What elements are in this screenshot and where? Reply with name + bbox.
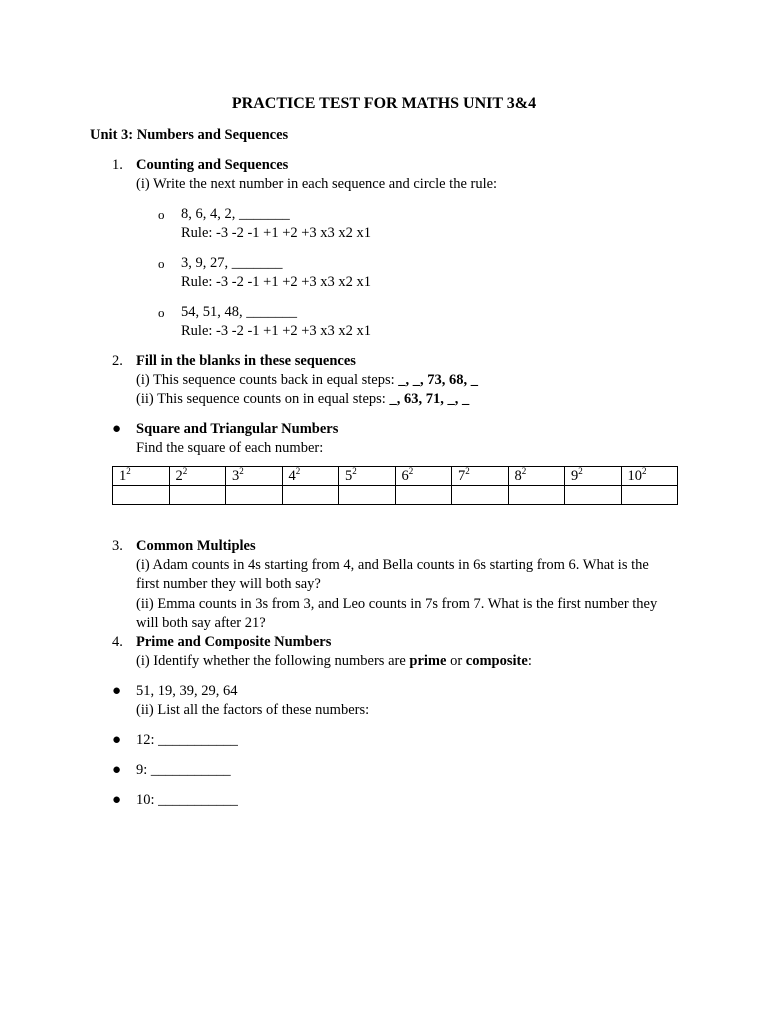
q4-heading: Prime and Composite Numbers bbox=[136, 634, 332, 650]
q2-line-1-text: (i) This sequence counts back in equal steps: bbox=[136, 372, 399, 388]
q1-item-marker: o bbox=[158, 305, 165, 320]
q4-prime-word: prime bbox=[409, 653, 447, 669]
q3-number: 3. bbox=[112, 538, 123, 554]
square-answer-cell[interactable] bbox=[113, 486, 170, 505]
q1-item-marker: o bbox=[158, 207, 165, 222]
q2-line-1-sequence: _, _, 73, 68, _ bbox=[398, 372, 479, 388]
q1-rule-1: Rule: -3 -2 -1 +1 +2 +3 x3 x2 x1 bbox=[181, 225, 372, 241]
q2-line-2-text: (ii) This sequence counts on in equal steps: bbox=[136, 391, 390, 407]
q4-or-word: or bbox=[446, 653, 466, 669]
q4-numbers-list: 51, 19, 39, 29, 64 bbox=[136, 683, 238, 699]
factor-item-9: 9: ___________ bbox=[136, 762, 231, 778]
q1-item-marker: o bbox=[158, 256, 165, 271]
square-answer-cell[interactable] bbox=[508, 486, 565, 505]
unit-heading: Unit 3: Numbers and Sequences bbox=[90, 127, 289, 143]
squares-table bbox=[112, 466, 678, 505]
square-answer-cell[interactable] bbox=[621, 486, 678, 505]
q1-sequence-3: 54, 51, 48, _______ bbox=[181, 304, 297, 320]
square-instruction: Find the square of each number: bbox=[136, 440, 324, 456]
bullet-icon: ● bbox=[112, 762, 122, 778]
square-answer-cell[interactable] bbox=[282, 486, 339, 505]
square-answer-cell[interactable] bbox=[169, 486, 226, 505]
squares-header-row bbox=[113, 467, 678, 486]
q4-number: 4. bbox=[112, 634, 123, 650]
square-header-cell: $5^2$ bbox=[339, 467, 396, 486]
q1-sequence-2: 3, 9, 27, _______ bbox=[181, 255, 283, 271]
page-title: PRACTICE TEST FOR MATHS UNIT 3&4 bbox=[231, 95, 537, 112]
q2-line-1 bbox=[136, 371, 478, 390]
q1-instruction: (i) Write the next number in each sequence and circle the rule: bbox=[136, 176, 498, 192]
square-header-cell: $9^2$ bbox=[565, 467, 622, 486]
square-header-cell: $1^2$ bbox=[113, 467, 170, 486]
q4-instruction bbox=[136, 652, 532, 671]
q4-colon: : bbox=[527, 653, 532, 669]
q4-factors-instruction: (ii) List all the factors of these numbers: bbox=[136, 702, 370, 718]
q2-line-2-sequence: _, 63, 71, _, _ bbox=[389, 391, 470, 407]
bullet-icon: ● bbox=[112, 683, 122, 699]
q1-heading: Counting and Sequences bbox=[136, 157, 289, 173]
square-answer-cell[interactable] bbox=[226, 486, 283, 505]
squares-answer-row bbox=[113, 486, 678, 505]
square-header-cell: $3^2$ bbox=[226, 467, 283, 486]
square-header-cell: $10^2$ bbox=[621, 467, 678, 486]
q1-rule-3: Rule: -3 -2 -1 +1 +2 +3 x3 x2 x1 bbox=[181, 323, 372, 339]
q2-heading: Fill in the blanks in these sequences bbox=[136, 353, 356, 369]
square-header-cell: $7^2$ bbox=[452, 467, 509, 486]
square-header-cell: $2^2$ bbox=[169, 467, 226, 486]
square-answer-cell[interactable] bbox=[452, 486, 509, 505]
bullet-icon: ● bbox=[112, 792, 122, 808]
bullet-icon: ● bbox=[112, 732, 122, 748]
square-answer-cell[interactable] bbox=[395, 486, 452, 505]
q2-number: 2. bbox=[112, 353, 123, 369]
q1-sequence-1: 8, 6, 4, 2, _______ bbox=[181, 206, 290, 222]
q1-number: 1. bbox=[112, 157, 123, 173]
q1-rule-2: Rule: -3 -2 -1 +1 +2 +3 x3 x2 x1 bbox=[181, 274, 372, 290]
q4-instruction-text: (i) Identify whether the following numbers are bbox=[136, 653, 410, 669]
square-header-cell: $4^2$ bbox=[282, 467, 339, 486]
q3-heading: Common Multiples bbox=[136, 538, 256, 554]
square-header-cell: $6^2$ bbox=[395, 467, 452, 486]
q4-composite-word: composite bbox=[465, 653, 528, 669]
q3-part-2-line-1: (ii) Emma counts in 3s from 3, and Leo counts in 7s from 7. What is the first number they bbox=[136, 596, 658, 612]
square-heading: Square and Triangular Numbers bbox=[136, 421, 339, 437]
square-answer-cell[interactable] bbox=[339, 486, 396, 505]
factor-item-12: 12: ___________ bbox=[136, 732, 238, 748]
square-header-cell: $8^2$ bbox=[508, 467, 565, 486]
bullet-icon: ● bbox=[112, 421, 122, 437]
q2-line-2 bbox=[136, 390, 469, 409]
square-answer-cell[interactable] bbox=[565, 486, 622, 505]
q3-part-1-line-1: (i) Adam counts in 4s starting from 4, and Bella counts in 6s starting from 6. What is the bbox=[136, 557, 649, 573]
q3-part-2-line-2: will both say after 21? bbox=[136, 615, 266, 631]
q3-part-1-line-2: first number they will both say? bbox=[136, 576, 321, 592]
factor-item-10: 10: ___________ bbox=[136, 792, 238, 808]
